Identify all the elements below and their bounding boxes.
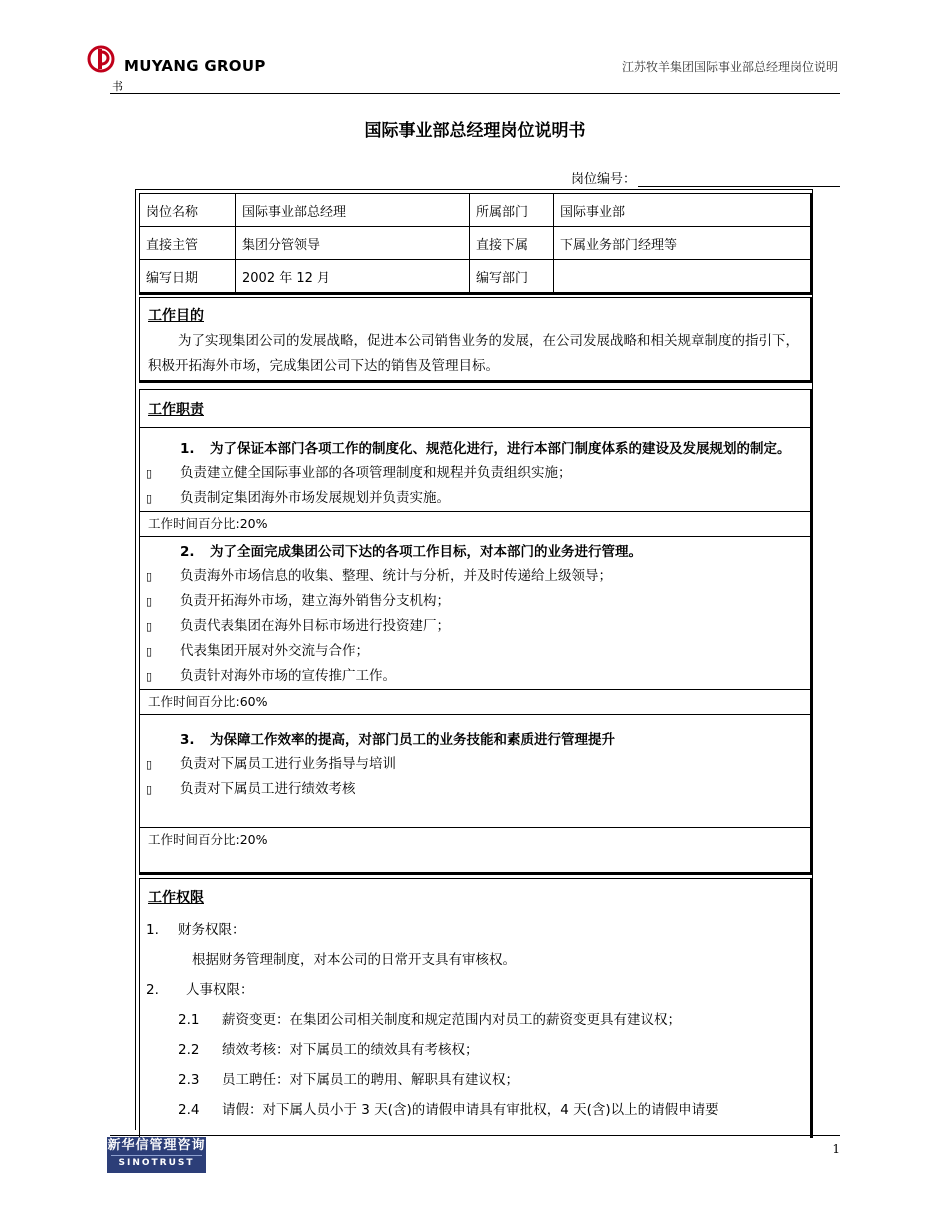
list-item-text: 根据财务管理制度，对本公司的日常开支具有审核权。 [192,952,516,968]
list-item-text: 绩效考核：对下属员工的绩效具有考核权； [222,1042,479,1058]
duty-heading-text: 为了保证本部门各项工作的制度化、规范化进行，进行本部门制度体系的建设及发展规划的制定。 [210,441,791,457]
item-number: 1. [146,922,159,938]
list-item-text: 财务权限： [178,922,246,938]
table-cell: 国际事业部 [554,194,812,227]
sinotrust-logo [107,1137,206,1173]
footer-logo-en: SINOTRUST [111,1155,202,1170]
footer-logo-cn: 新华信管理咨询 [107,1138,206,1153]
footer-divider [110,1135,840,1136]
purpose-title: 工作目的 [148,308,204,324]
bullet-icon: ▯ [146,492,153,505]
list-item [140,564,810,589]
table-row [140,194,812,227]
time-percent: 工作时间百分比:20% [140,827,810,852]
authority-section [139,878,813,1138]
duty-number: 3. [180,732,195,748]
item-number: 2.1 [178,1012,200,1028]
time-percent: 工作时间百分比:20% [140,511,810,537]
item-number: 2.4 [178,1102,200,1118]
list-item [140,945,810,975]
table-cell: 2002 年 12 月 [236,260,470,294]
info-table-wrap [139,193,813,295]
bullet-icon: ▯ [146,620,153,633]
list-item-text: 负责对下属员工进行绩效考核 [180,781,356,797]
list-item-text: 负责海外市场信息的收集、整理、统计与分析，并及时传递给上级领导； [180,568,612,584]
duty-group-2 [140,537,810,715]
list-item [140,664,810,689]
table-row [140,227,812,260]
table-cell: 直接主管 [140,227,236,260]
purpose-text: 为了实现集团公司的发展战略，促进本公司销售业务的发展，在公司发展战略和相关规章制度的指引下，积极开拓海外市场，完成集团公司下达的销售及管理目标。 [148,333,799,374]
duties-title: 工作职责 [140,390,810,428]
list-item [140,614,810,639]
list-item [140,461,810,486]
table-row [140,260,812,294]
table-cell: 编写部门 [470,260,554,294]
list-item-text: 负责开拓海外市场，建立海外销售分支机构； [180,593,450,609]
bullet-icon: ▯ [146,467,153,480]
duty-group-1 [140,428,810,537]
duty-number: 1. [180,441,195,457]
list-item-text: 人事权限： [186,982,254,998]
position-code-row [571,168,840,187]
table-cell: 集团分管领导 [236,227,470,260]
list-item-text: 员工聘任：对下属员工的聘用、解职具有建议权； [222,1072,519,1088]
item-number: 2. [146,982,159,998]
duty-heading-text: 为保障工作效率的提高，对部门员工的业务技能和素质进行管理提升 [210,732,615,748]
table-cell: 直接下属 [470,227,554,260]
list-item-text: 薪资变更：在集团公司相关制度和规定范围内对员工的薪资变更具有建议权； [222,1012,681,1028]
list-item [140,1065,810,1095]
bullet-icon: ▯ [146,783,153,796]
bullet-icon: ▯ [146,595,153,608]
table-cell: 下属业务部门经理等 [554,227,812,260]
duty-heading [140,728,810,752]
list-item-text: 请假：对下属人员小于 3 天(含)的请假申请具有审批权，4 天(含)以上的请假申请要 [222,1102,719,1118]
list-item [140,975,810,1005]
table-cell [554,260,812,294]
page-title: 国际事业部总经理岗位说明书 [364,121,586,141]
list-item [140,486,810,511]
duty-heading [140,540,810,564]
table-cell: 所属部门 [470,194,554,227]
list-item-text: 负责对下属员工进行业务指导与培训 [180,756,396,772]
bullet-icon: ▯ [146,570,153,583]
list-item-text: 负责制定集团海外市场发展规划并负责实施。 [180,490,450,506]
table-cell: 岗位名称 [140,194,236,227]
header-divider [110,93,840,94]
brand-name: MUYANG GROUP [124,57,266,75]
page-number: 1 [832,1142,840,1156]
bullet-icon: ▯ [146,670,153,683]
list-item [140,1035,810,1065]
table-cell: 国际事业部总经理 [236,194,470,227]
header-title-tail: 书 [112,80,123,93]
info-table [139,193,813,295]
table-cell: 编写日期 [140,260,236,294]
purpose-section [139,297,813,383]
list-item-text: 负责针对海外市场的宣传推广工作。 [180,668,396,684]
list-item [140,777,810,802]
authority-list [140,915,810,1125]
list-item-text: 负责代表集团在海外目标市场进行投资建厂； [180,618,450,634]
list-item [140,1095,810,1125]
item-number: 2.3 [178,1072,200,1088]
list-item-text: 负责建立健全国际事业部的各项管理制度和规程并负责组织实施； [180,465,572,481]
item-number: 2.2 [178,1042,200,1058]
list-item [140,639,810,664]
header-document-title: 江苏牧羊集团国际事业部总经理岗位说明 [621,60,838,74]
duty-heading [140,437,810,461]
position-code-label: 岗位编号： [570,172,636,187]
duties-section [139,389,813,875]
authority-title: 工作权限 [148,890,204,906]
bullet-icon: ▯ [146,645,153,658]
list-item [140,589,810,614]
list-item [140,915,810,945]
time-percent: 工作时间百分比:60% [140,689,810,715]
bullet-icon: ▯ [146,758,153,771]
position-code-field [638,171,840,187]
list-item [140,1005,810,1035]
duty-number: 2. [180,544,195,560]
duty-heading-text: 为了全面完成集团公司下达的各项工作目标，对本部门的业务进行管理。 [210,544,642,560]
duty-group-3 [140,715,810,852]
muyang-logo-icon [86,44,116,74]
list-item-text: 代表集团开展对外交流与合作； [180,643,369,659]
list-item [140,752,810,777]
